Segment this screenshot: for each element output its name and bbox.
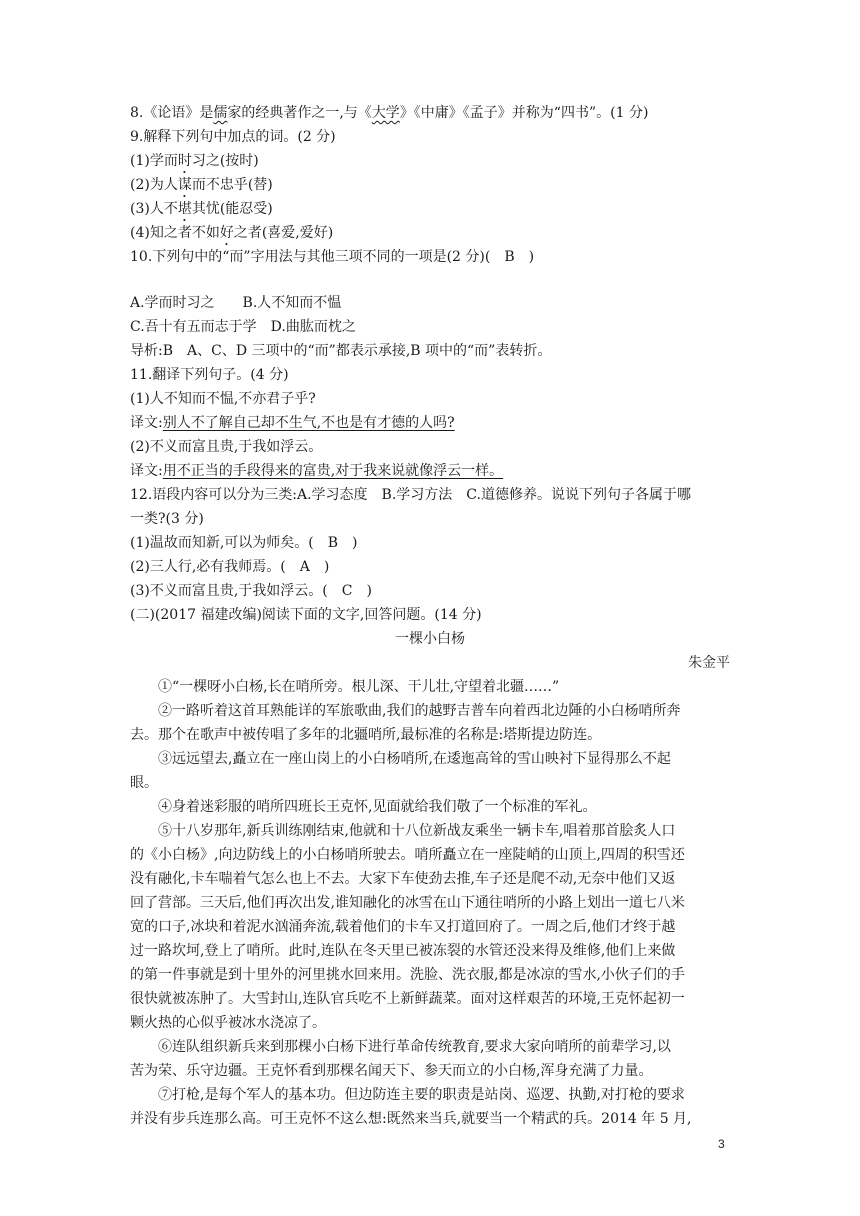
article-title: 一棵小白杨 [395, 631, 465, 647]
paragraph-3-line-2: 眼。 [130, 775, 158, 791]
question-12-item-2: (2)三人行,必有我师焉。( A ) [130, 559, 330, 575]
question-9-item-4 [130, 221, 730, 245]
q9-i2-post: 而不忠乎(替) [191, 177, 273, 193]
q9-i3-post: 其忧(能忍受) [191, 201, 273, 217]
paragraph-6-line-2: 苦为荣、乐守边疆。王克怀看到那棵名闻天下、参天而立的小白杨,浑身充满了力量。 [130, 1063, 653, 1079]
question-9-item-2 [130, 173, 730, 197]
question-10-options-ab: A.学而时习之 B.人不知而不愠 [130, 295, 342, 311]
paragraph-2-line-2: 去。那个在歌声中被传唱了多年的北疆哨所,最标准的名称是:塔斯提边防连。 [130, 727, 602, 743]
paragraph-5-line-3: 没有融化,卡车喘着气怎么也上不去。大家下车使劲去推,车子还是爬不动,无奈中他们又返 [130, 871, 676, 887]
translation-answer-1: 别人不了解自己却不生气,不也是有才德的人吗? [162, 415, 455, 431]
spacer [130, 269, 730, 291]
question-11-translation-2 [130, 459, 730, 483]
q9-i4-dotted-word: 好 [219, 225, 234, 241]
question-10-guide: 导析:B A、C、D 三项中的“而”都表示承接,B 项中的“而”表转折。 [130, 343, 552, 359]
paragraph-2-line-1: ②一路听着这首耳熟能详的军旅歌曲,我们的越野吉普车向着西北边陲的小白杨哨所奔 [158, 703, 681, 719]
paragraph-3-line-1: ③远远望去,矗立在一座山岗上的小白杨哨所,在逶迤高耸的雪山映衬下显得那么不起 [158, 751, 671, 767]
question-10-stem: 10.下列句中的“而”字用法与其他三项不同的一项是(2 分)( B ) [130, 249, 535, 265]
q9-i1-post: 习之(按时) [191, 153, 259, 169]
paragraph-4-line-1: ④身着迷彩服的哨所四班长王克怀,见面就给我们敬了一个标准的军礼。 [158, 799, 597, 815]
translation-label: 译文: [130, 463, 163, 479]
paragraph-6-line-1: ⑥连队组织新兵来到那棵小白杨下进行革命传统教育,要求大家向哨所的前辈学习,以 [158, 1039, 671, 1055]
paragraph-5-line-2: 的《小白杨》,向边防线上的小白杨哨所驶去。哨所矗立在一座陡峭的山顶上,四周的积雪还 [130, 847, 685, 863]
paragraph-5-line-7: 的第一件事就是到十里外的河里挑水回来用。洗脸、洗衣服,都是冰凉的雪水,小伙子们的手 [130, 967, 685, 983]
paragraph-5-line-9: 颗火热的心似乎被冰水浇凉了。 [130, 1015, 326, 1031]
paragraph-5-line-1: ⑤十八岁那年,新兵训练刚结束,他就和十八位新战友乘坐一辆卡车,唱着那首脍炙人口 [158, 823, 676, 839]
article-author: 朱金平 [688, 655, 730, 671]
question-9-item-3 [130, 197, 730, 221]
question-12-stem-line-1: 12.语段内容可以分为三类:A.学习态度 B.学习方法 C.道德修养。说说下列句子各属于哪 [130, 487, 691, 503]
q9-i3-pre: (3)人不 [130, 201, 178, 217]
paragraph-1-line-1: ①“一棵呀小白杨,长在哨所旁。根儿深、干儿壮,守望着北疆……” [158, 679, 560, 695]
question-9-item-1 [130, 149, 730, 173]
q9-i4-post: 之者(喜爱,爱好) [233, 225, 334, 241]
question-11-sentence-2: (2)不义而富且贵,于我如浮云。 [130, 439, 323, 455]
q9-i2-dotted-word: 谋 [177, 177, 192, 193]
paragraph-5-line-6: 过一路坎坷,登上了哨所。此时,连队在冬天里已被冻裂的水管还没来得及维修,他们上来做 [130, 943, 676, 959]
section-2-heading: (二)(2017 福建改编)阅读下面的文字,回答问题。(14 分) [130, 607, 482, 623]
question-11-stem: 11.翻译下列句子。(4 分) [130, 367, 289, 383]
document-body [130, 101, 730, 1131]
question-11-sentence-1: (1)人不知而不愠,不亦君子乎? [130, 391, 316, 407]
q8-text-1: 8.《论语》是 [130, 105, 214, 121]
question-11-translation-1 [130, 411, 730, 435]
q9-i1-dotted-word: 时 [177, 153, 192, 169]
question-12-stem-line-2: 一类?(3 分) [130, 511, 204, 527]
translation-answer-2: 用不正当的手段得来的富贵,对于我来说就像浮云一样。 [162, 463, 504, 479]
paragraph-7-line-1: ⑦打枪,是每个军人的基本功。但边防连主要的职责是站岗、巡逻、执勤,对打枪的要求 [158, 1087, 685, 1103]
q8-text-3: 》《中庸》《孟子》并称为“四书”。(1 分) [399, 105, 649, 121]
q9-i4-pre: (4)知之者不如 [130, 225, 220, 241]
page-number: 3 [718, 1137, 725, 1151]
q9-i1-pre: (1)学而 [130, 153, 178, 169]
question-9-stem: 9.解释下列句中加点的词。(2 分) [130, 129, 336, 145]
question-12-item-1: (1)温故而知新,可以为师矣。( B ) [130, 535, 358, 551]
translation-label: 译文: [130, 415, 163, 431]
question-8 [130, 101, 730, 125]
q9-i2-pre: (2)为人 [130, 177, 178, 193]
paragraph-7-line-2: 并没有步兵连那么高。可王克怀不这么想:既然来当兵,就要当一个精武的兵。2014 年 5 月, [130, 1111, 692, 1127]
q8-marked-ru: 儒 [213, 105, 228, 121]
q8-marked-daxue: 大学 [371, 105, 400, 121]
question-10-options-cd: C.吾十有五而志于学 D.曲肱而枕之 [130, 319, 356, 335]
q8-text-2: 家的经典著作之一,与《 [227, 105, 372, 121]
paragraph-5-line-8: 很快就被冻肿了。大雪封山,连队官兵吃不上新鲜蔬菜。面对这样艰苦的环境,王克怀起初一 [130, 991, 685, 1007]
question-12-item-3: (3)不义而富且贵,于我如浮云。( C ) [130, 583, 372, 599]
paragraph-5-line-5: 宽的口子,冰块和着泥水汹涌奔流,载着他们的卡车又打道回府了。一周之后,他们才终于越 [130, 919, 676, 935]
paragraph-5-line-4: 回了营部。三天后,他们再次出发,谁知融化的冰雪在山下通往哨所的小路上划出一道七八米 [130, 895, 685, 911]
q9-i3-dotted-word: 堪 [177, 201, 192, 217]
